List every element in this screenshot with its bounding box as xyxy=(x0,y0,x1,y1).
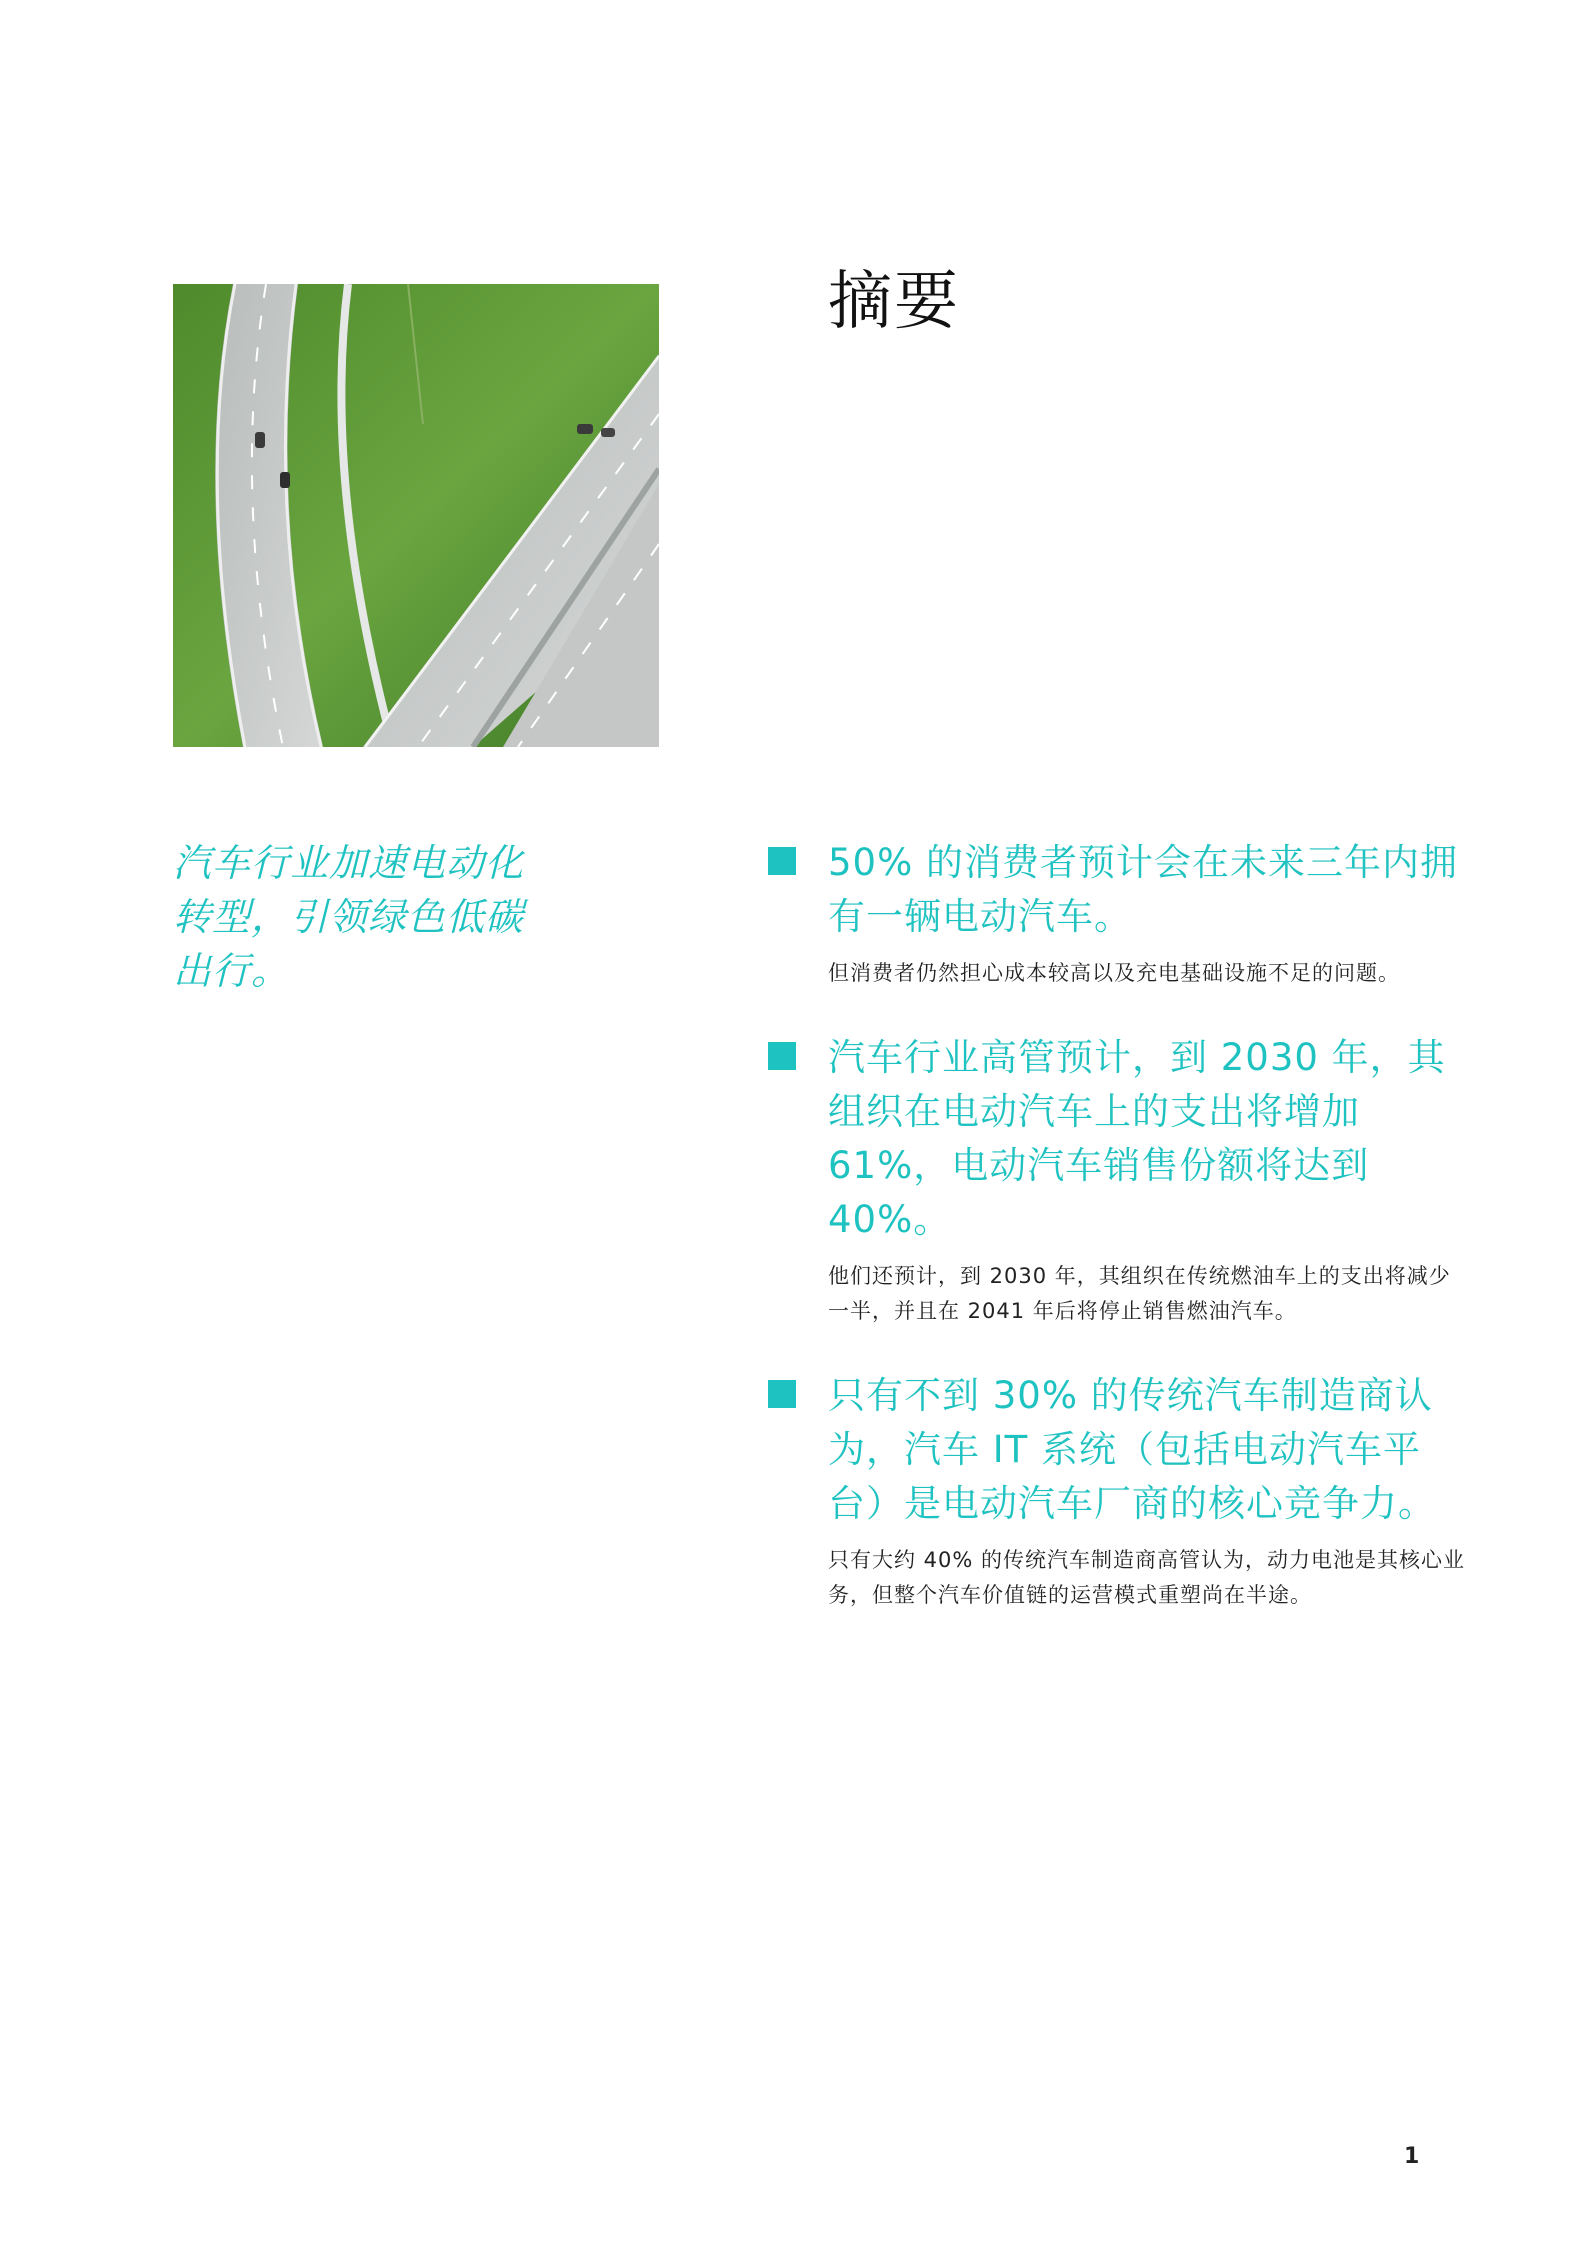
highway-photo xyxy=(173,284,659,747)
finding-item xyxy=(768,1369,1468,1613)
square-bullet-icon xyxy=(768,847,796,875)
finding-headline: 只有不到 30% 的传统汽车制造商认为，汽车 IT 系统（包括电动汽车平台）是电动汽车厂商的核心竞争力。 xyxy=(828,1374,1436,1525)
page-number: 1 xyxy=(1404,2144,1420,2169)
square-bullet-icon xyxy=(768,1042,796,1070)
finding-detail: 他们还预计，到 2030 年，其组织在传统燃油车上的支出将减少一半，并且在 2041 年后将停止销售燃油汽车。 xyxy=(828,1264,1451,1323)
page-title: 摘要 xyxy=(828,265,960,339)
finding-item xyxy=(768,1031,1468,1329)
finding-item xyxy=(768,836,1468,991)
tagline: 汽车行业加速电动化转型，引领绿色低碳出行。 xyxy=(173,841,525,993)
key-findings-list xyxy=(768,836,1468,1653)
finding-headline: 50% 的消费者预计会在未来三年内拥有一辆电动汽车。 xyxy=(828,841,1458,938)
square-bullet-icon xyxy=(768,1380,796,1408)
finding-detail: 但消费者仍然担心成本较高以及充电基础设施不足的问题。 xyxy=(828,961,1400,985)
finding-detail: 只有大约 40% 的传统汽车制造商高管认为，动力电池是其核心业务，但整个汽车价值链的运营模式重塑尚在半途。 xyxy=(828,1548,1466,1607)
finding-headline: 汽车行业高管预计，到 2030 年，其组织在电动汽车上的支出将增加 61%，电动汽车销售份额将达到 40%。 xyxy=(828,1036,1446,1241)
